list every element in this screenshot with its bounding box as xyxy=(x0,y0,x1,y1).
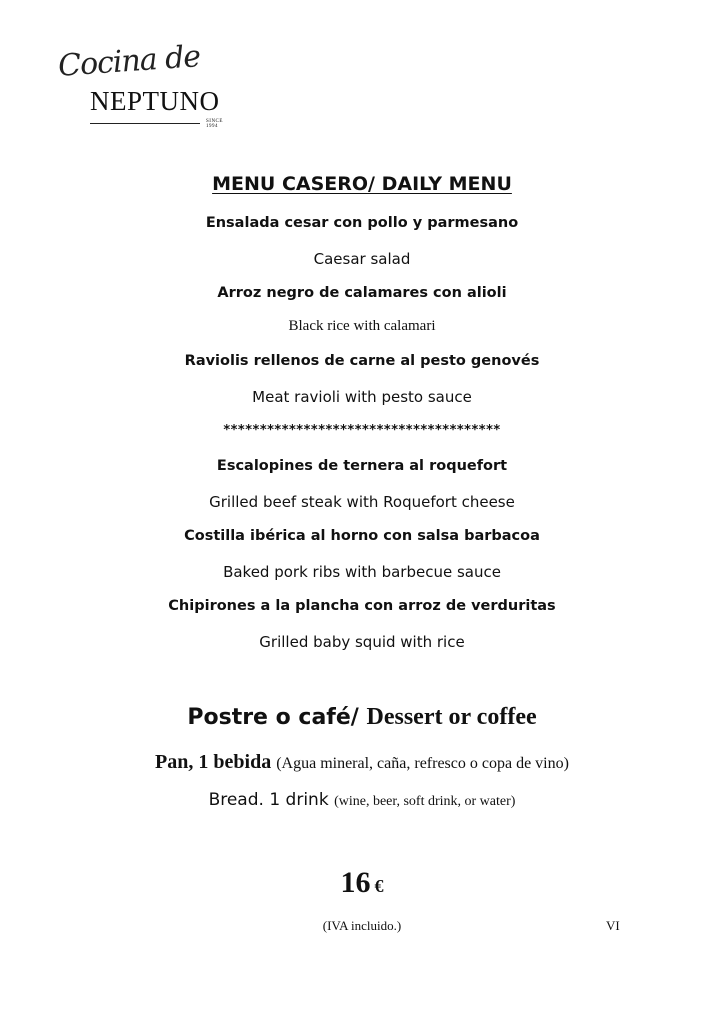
logo-script-text: Cocina de xyxy=(56,39,202,84)
logo-brand-text: NEPTUNO xyxy=(90,86,220,116)
dish-en: Grilled baby squid with rice xyxy=(259,633,465,651)
dish-en: Black rice with calamari xyxy=(288,318,436,334)
price-amount: 16 xyxy=(340,866,371,899)
separator-stars: ************************************** xyxy=(223,423,501,438)
footer-code: VI xyxy=(606,918,620,933)
restaurant-logo xyxy=(56,39,228,134)
dish-en: Baked pork ribs with barbecue sauce xyxy=(223,563,501,581)
price xyxy=(0,866,724,900)
dish-es: Chipirones a la plancha con arroz de verduritas xyxy=(168,598,556,614)
extras-es-bold: Pan, 1 bebida xyxy=(155,751,277,773)
dessert-heading xyxy=(0,704,724,731)
extras-en-bold: Bread. 1 drink xyxy=(208,790,335,810)
dish-es: Arroz negro de calamares con alioli xyxy=(217,285,507,301)
menu-title: MENU CASERO/ DAILY MENU xyxy=(212,173,512,195)
dessert-label-es: Postre o café/ xyxy=(187,705,367,730)
extras-en-detail: (wine, beer, soft drink, or water) xyxy=(334,794,516,809)
dish-es: Raviolis rellenos de carne al pesto genovés xyxy=(184,353,540,369)
price-note: (IVA incluido.) xyxy=(322,918,402,933)
logo-since-text: SINCE 1994 xyxy=(206,119,223,129)
dish-es: Costilla ibérica al horno con salsa barbacoa xyxy=(184,528,540,544)
dish-en: Grilled beef steak with Roquefort cheese xyxy=(209,493,515,511)
logo-rule xyxy=(90,123,200,124)
price-currency: € xyxy=(374,876,384,896)
dish-es: Ensalada cesar con pollo y parmesano xyxy=(205,215,519,231)
dessert-label-en: Dessert or coffee xyxy=(366,704,537,730)
dish-es: Escalopines de ternera al roquefort xyxy=(216,458,508,474)
extras-es-line xyxy=(0,751,724,774)
extras-es-detail: (Agua mineral, caña, refresco o copa de vino) xyxy=(276,755,569,772)
extras-en-line xyxy=(0,790,724,810)
dish-en: Meat ravioli with pesto sauce xyxy=(252,388,472,406)
dish-en: Caesar salad xyxy=(313,250,411,268)
